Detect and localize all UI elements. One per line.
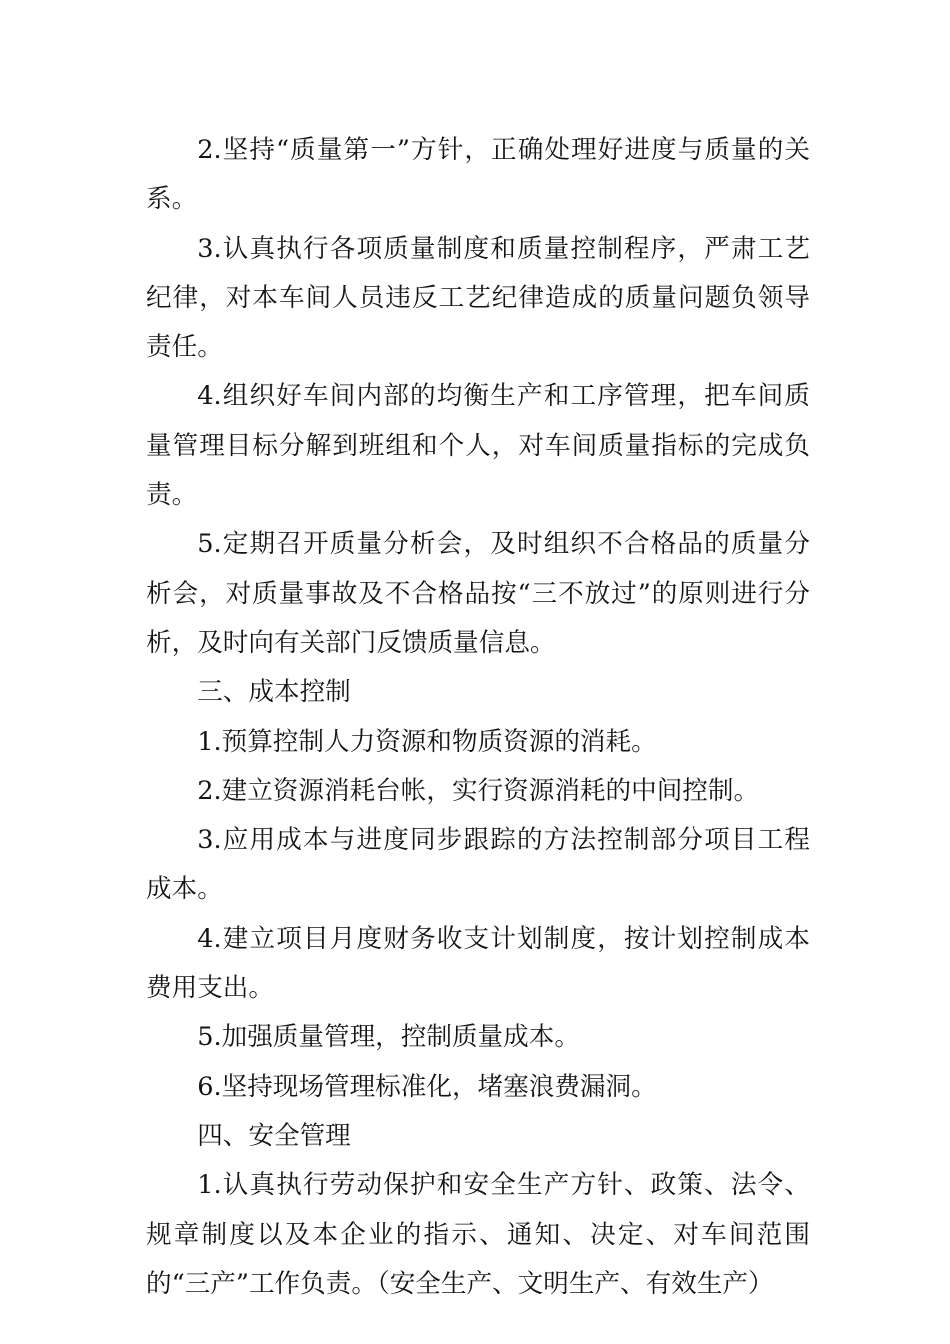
paragraph-cost-item-5: 5.加强质量管理，控制质量成本。 — [197, 1022, 580, 1053]
paragraph-cost-item-3: 3.应用成本与进度同步跟踪的方法控制部分项目工程成本。 — [146, 825, 810, 905]
paragraph-quality-item-4: 4.组织好车间内部的均衡生产和工序管理，把车间质量管理目标分解到班组和个人，对车间质量指标的完成负责。 — [146, 381, 810, 511]
paragraph-cost-item-6: 6.坚持现场管理标准化，堵塞浪费漏洞。 — [197, 1071, 657, 1102]
section-heading-safety-management: 四、安全管理 — [197, 1120, 351, 1151]
section-heading-cost-control: 三、成本控制 — [197, 677, 351, 708]
document-body — [146, 126, 810, 1309]
paragraph-quality-item-5: 5.定期召开质量分析会，及时组织不合格品的质量分析会，对质量事故及不合格品按“三不放过”的原则进行分析，及时向有关部门反馈质量信息。 — [146, 529, 810, 658]
paragraph-cost-item-1: 1.预算控制人力资源和物质资源的消耗。 — [197, 726, 657, 757]
paragraph-quality-item-3: 3.认真执行各项质量制度和质量控制程序，严肃工艺纪律，对本车间人员违反工艺纪律造成的质量问题负领导责任。 — [146, 233, 810, 363]
paragraph-quality-item-2: 2.坚持“质量第一”方针，正确处理好进度与质量的关系。 — [146, 135, 810, 215]
paragraph-safety-item-1: 1.认真执行劳动保护和安全生产方针、政策、法令、规章制度以及本企业的指示、通知、决定、对车间范围的“三产”工作负责。（安全生产、文明生产、有效生产） — [146, 1170, 810, 1299]
paragraph-cost-item-2: 2.建立资源消耗台帐，实行资源消耗的中间控制。 — [197, 775, 760, 806]
paragraph-cost-item-4: 4.建立项目月度财务收支计划制度，按计划控制成本费用支出。 — [146, 923, 810, 1004]
